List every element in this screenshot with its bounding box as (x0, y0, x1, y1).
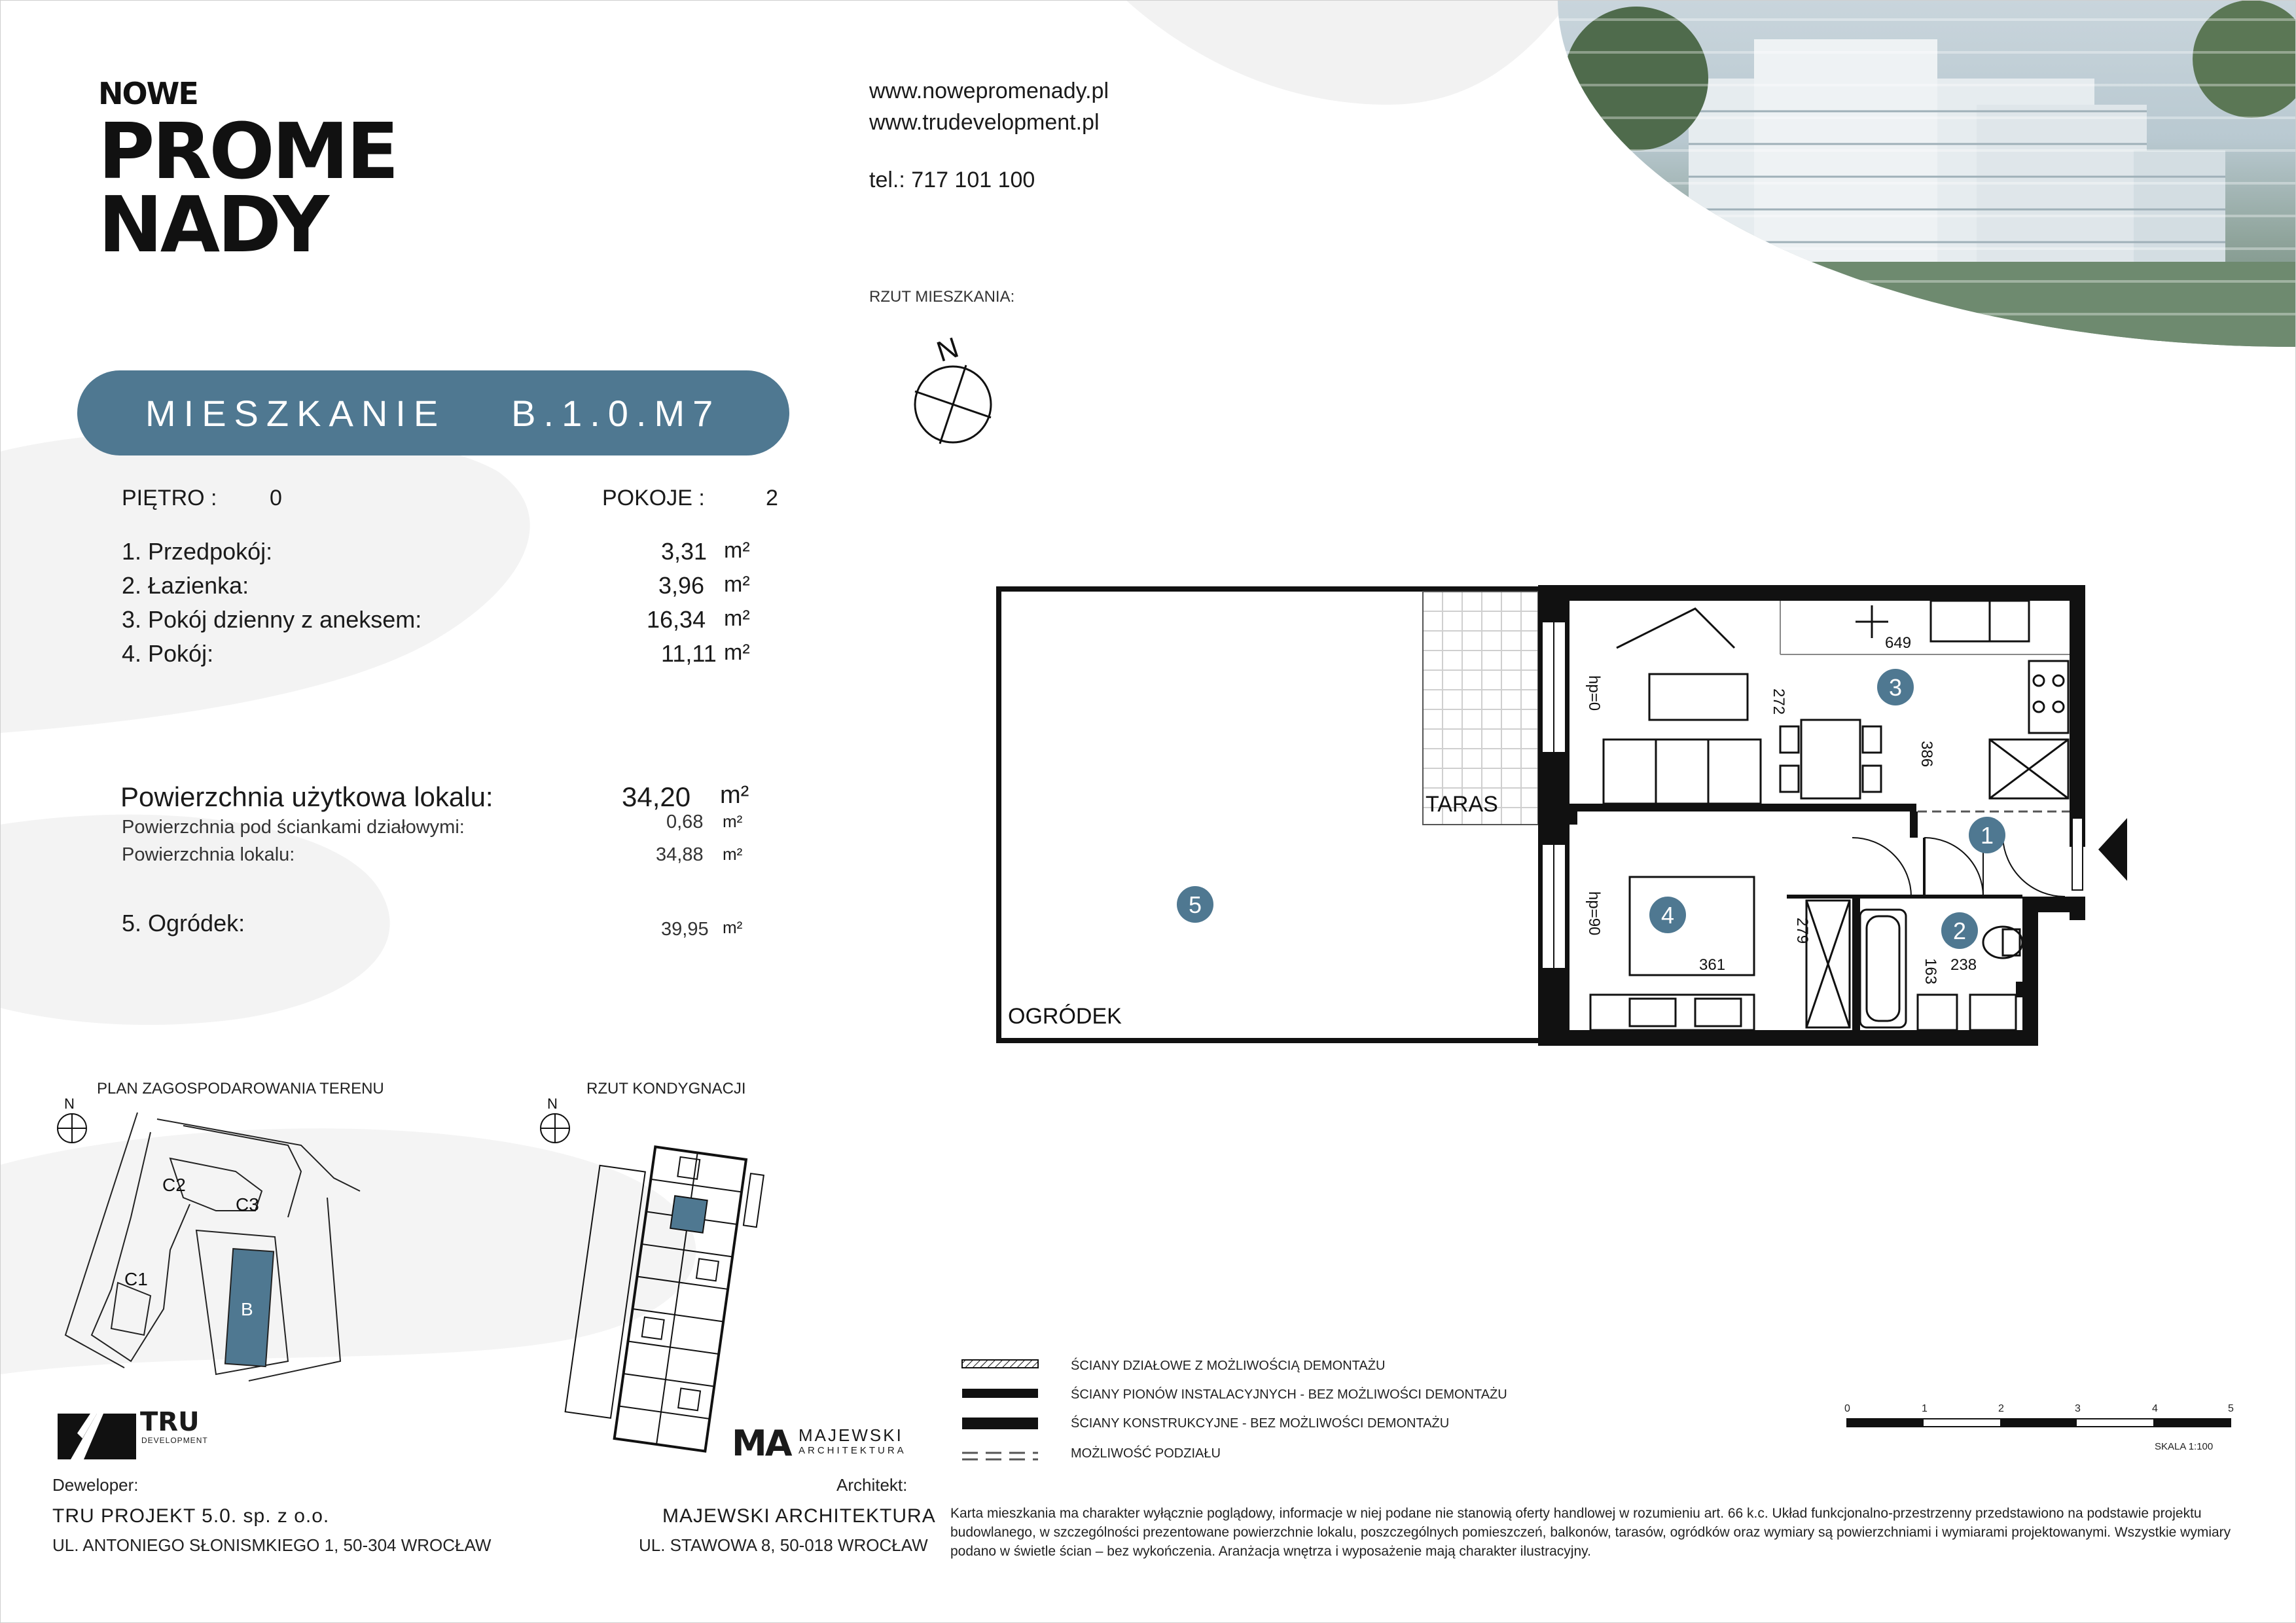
total-area-unit: m² (723, 844, 743, 864)
developer-name: TRU PROJEKT 5.0. sp. z o.o. (52, 1505, 330, 1527)
room-3-unit: m² (724, 606, 750, 631)
phone-number[interactable]: tel.: 717 101 100 (869, 168, 1035, 192)
room-number-2: 2 (1952, 918, 1967, 944)
hp-label-2: hp=90 (1585, 891, 1603, 936)
majewski-logo-mark: MA (732, 1423, 791, 1464)
banner-code: B.1.0.M7 (511, 392, 721, 434)
legend-item-3: ŚCIANY KONSTRUKCYJNE - BEZ MOŻLIWOŚCI DEMONTAŻU (1071, 1416, 1450, 1431)
scale-tick-4: 4 (2152, 1403, 2158, 1414)
floor-value: 0 (270, 486, 282, 510)
site-plan-title: PLAN ZAGOSPODAROWANIA TERENU (97, 1080, 384, 1097)
scale-label: SKALA 1:100 (2155, 1441, 2214, 1452)
room-number-1: 1 (1980, 822, 1994, 849)
architect-label: Architekt: (836, 1475, 908, 1495)
tru-logo-sub: DEVELOPMENT (141, 1436, 208, 1445)
logo-line-2: PROME (98, 106, 397, 196)
dim-386: 386 (1918, 741, 1935, 768)
dim-279: 279 (1793, 918, 1811, 944)
usable-area-value: 34,20 (622, 781, 691, 812)
tru-logo-mark (58, 1407, 143, 1466)
partition-area-unit: m² (723, 812, 743, 831)
room-number-3: 3 (1888, 674, 1903, 701)
rooms-value: 2 (766, 486, 778, 510)
garden-value: 39,95 (661, 919, 709, 940)
garden-label: 5. Ogródek: (122, 910, 245, 936)
site-plan-map (52, 1086, 380, 1387)
garden-unit: m² (723, 918, 743, 937)
scale-tick-2: 2 (1998, 1403, 2004, 1414)
total-area-label: Powierzchnia lokalu: (122, 844, 295, 865)
legend-item-1: ŚCIANY DZIAŁOWE Z MOŻLIWOŚCIĄ DEMONTAŻU (1071, 1359, 1386, 1373)
logo-line-3: NADY (98, 179, 327, 270)
dim-649: 649 (1885, 634, 1912, 652)
dim-361: 361 (1699, 956, 1726, 974)
scale-tick-1: 1 (1922, 1403, 1928, 1414)
partition-area-value: 0,68 (666, 812, 704, 832)
majewski-logo-sub: ARCHITEKTURA (798, 1445, 906, 1456)
room-4-unit: m² (724, 640, 750, 665)
logo-line-1: NOWE (98, 76, 198, 111)
dim-163: 163 (1922, 958, 1939, 985)
site-label-b: B (241, 1299, 253, 1319)
floor-plan-compass-letter: N (547, 1096, 558, 1112)
partition-area-label: Powierzchnia pod ściankami działowymi: (122, 817, 465, 838)
room-3-area: 16,34 (647, 606, 706, 633)
legend-item-4: MOŻLIWOŚĆ PODZIAŁU (1071, 1446, 1221, 1461)
scale-bar (1846, 1414, 2238, 1433)
rzut-mieszkania-label: RZUT MIESZKANIA: (869, 288, 1015, 306)
majewski-logo-name: MAJEWSKI (798, 1425, 903, 1445)
room-4-name: 4. Pokój: (122, 640, 214, 667)
usable-area-unit: m² (720, 781, 749, 809)
taras-label: TARAS (1426, 792, 1498, 817)
scale-tick-0: 0 (1844, 1403, 1850, 1414)
dim-272: 272 (1770, 688, 1787, 715)
disclaimer-text: Karta mieszkania ma charakter wyłącznie poglądowy, informacje w niej podane nie stanowią oferty handlowej w rozumieniu art. 66 k.c. Układ funkcjonalno-przestrzenny przedstawiono na podstawie projektu budowlanego, w szczególności prezentowane powierzchnie lokalu, poszczególnych pomieszczeń, balkonów, tarasów, ogródków oraz wymiary są powierzchniami i wymiarami projektowanymi. Wszystkie wymiary podano w świetle ścian – bez wykończenia. Aranżacja wnętrza i wyposażenie mają charakter ilustracyjny. (950, 1506, 2231, 1559)
dim-238: 238 (1950, 956, 1977, 974)
architect-name: MAJEWSKI ARCHITEKTURA (662, 1505, 936, 1527)
website-link-2[interactable]: www.trudevelopment.pl (869, 110, 1100, 135)
total-area-value: 34,88 (656, 844, 704, 865)
site-label-c3: C3 (236, 1194, 259, 1215)
legend-item-2: ŚCIANY PIONÓW INSTALACYJNYCH - BEZ MOŻLIWOŚCI DEMONTAŻU (1071, 1387, 1507, 1402)
site-label-c1: C1 (124, 1269, 148, 1289)
developer-address: UL. ANTONIEGO SŁONISMKIEGO 1, 50-304 WROCŁAW (52, 1535, 492, 1555)
room-4-area: 11,11 (661, 640, 717, 667)
room-number-5: 5 (1188, 891, 1202, 918)
rooms-label: POKOJE : (602, 486, 705, 510)
room-3-name: 3. Pokój dzienny z aneksem: (122, 606, 422, 633)
scale-tick-3: 3 (2075, 1403, 2081, 1414)
legend-symbols (956, 1355, 1047, 1472)
site-plan-compass-letter: N (64, 1096, 75, 1112)
room-2-unit: m² (724, 572, 750, 597)
room-1-name: 1. Przedpokój: (122, 538, 273, 565)
room-1-area: 3,31 (661, 538, 708, 565)
compass-letter: N (933, 331, 963, 368)
floor-key-plan (537, 1086, 772, 1466)
website-link-1[interactable]: www.nowepromenady.pl (869, 79, 1109, 103)
room-2-name: 2. Łazienka: (122, 572, 249, 599)
site-label-c2: C2 (162, 1175, 186, 1195)
ogrodek-label: OGRÓDEK (1008, 1004, 1122, 1029)
banner-label: MIESZKANIE (145, 392, 446, 434)
floor-label: PIĘTRO : (122, 486, 217, 510)
architect-address: UL. STAWOWA 8, 50-018 WROCŁAW (639, 1535, 928, 1555)
tru-logo-text: TRU (140, 1407, 200, 1437)
floor-plan-title: RZUT KONDYGNACJI (586, 1080, 746, 1097)
developer-label: Deweloper: (52, 1475, 139, 1495)
usable-area-label: Powierzchnia użytkowa lokalu: (120, 781, 493, 812)
room-number-4: 4 (1660, 902, 1675, 929)
hp-label-1: hp=0 (1585, 675, 1603, 711)
room-2-area: 3,96 (658, 572, 705, 599)
scale-tick-5: 5 (2228, 1403, 2234, 1414)
room-1-unit: m² (724, 538, 750, 563)
